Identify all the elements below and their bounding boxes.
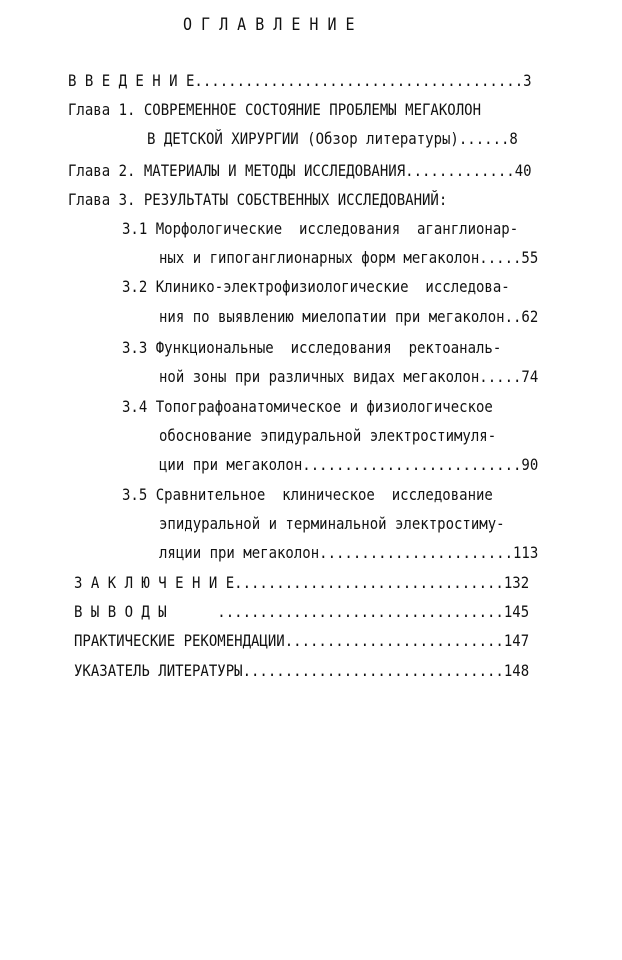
toc-entry-3-4-cont-1: обоснование эпидуральной электростимуля- [159, 427, 497, 446]
toc-entry-chapter-2: Глава 2. МАТЕРИАЛЫ И МЕТОДЫ ИССЛЕДОВАНИЯ.............40 [68, 162, 532, 181]
toc-entry-3-2: 3.2 Клинико-электрофизиологические исследова- [122, 278, 510, 297]
toc-entry-3-2-cont: ния по выявлению миелопатии при мегаколон..62 [159, 308, 539, 327]
toc-entry-introduction: В В Е Д Е Н И Е.......................................3 [68, 72, 532, 91]
toc-entry-3-4-cont-2: ции при мегаколон..........................90 [159, 456, 539, 475]
toc-entry-3-5-cont-2: ляции при мегаколон.......................113 [159, 544, 539, 563]
toc-entry-3-3: 3.3 Функциональные исследования ректоаналь- [122, 339, 502, 358]
toc-entry-3-1: 3.1 Морфологические исследования аганглионар- [122, 220, 519, 239]
toc-entry-3-5-cont-1: эпидуральной и терминальной электростиму- [159, 515, 505, 534]
toc-entry-3-4: 3.4 Топографоанатомическое и физиологическое [122, 398, 493, 417]
toc-entry-3-3-cont: ной зоны при различных видах мегаколон.....74 [159, 368, 539, 387]
toc-entry-recommendations: ПРАКТИЧЕСКИЕ РЕКОМЕНДАЦИИ..........................147 [74, 632, 530, 651]
toc-heading: О Г Л А В Л Е Н И Е [183, 14, 355, 35]
toc-entry-findings: В Ы В О Д Ы ..................................145 [74, 603, 530, 622]
toc-entry-references: УКАЗАТЕЛЬ ЛИТЕРАТУРЫ...............................148 [74, 662, 530, 681]
toc-entry-conclusion: З А К Л Ю Ч Е Н И Е................................132 [74, 574, 530, 593]
toc-entry-chapter-1: Глава 1. СОВРЕМЕННОЕ СОСТОЯНИЕ ПРОБЛЕМЫ МЕГАКОЛОН [68, 101, 482, 120]
toc-entry-3-1-cont: ных и гипоганглионарных форм мегаколон.....55 [159, 249, 539, 268]
toc-entry-3-5: 3.5 Сравнительное клиническое исследование [122, 486, 493, 505]
toc-entry-chapter-1-cont: В ДЕТСКОЙ ХИРУРГИИ (Обзор литературы)......8 [147, 130, 518, 149]
toc-entry-chapter-3: Глава 3. РЕЗУЛЬТАТЫ СОБСТВЕННЫХ ИССЛЕДОВАНИЙ: [68, 191, 448, 210]
